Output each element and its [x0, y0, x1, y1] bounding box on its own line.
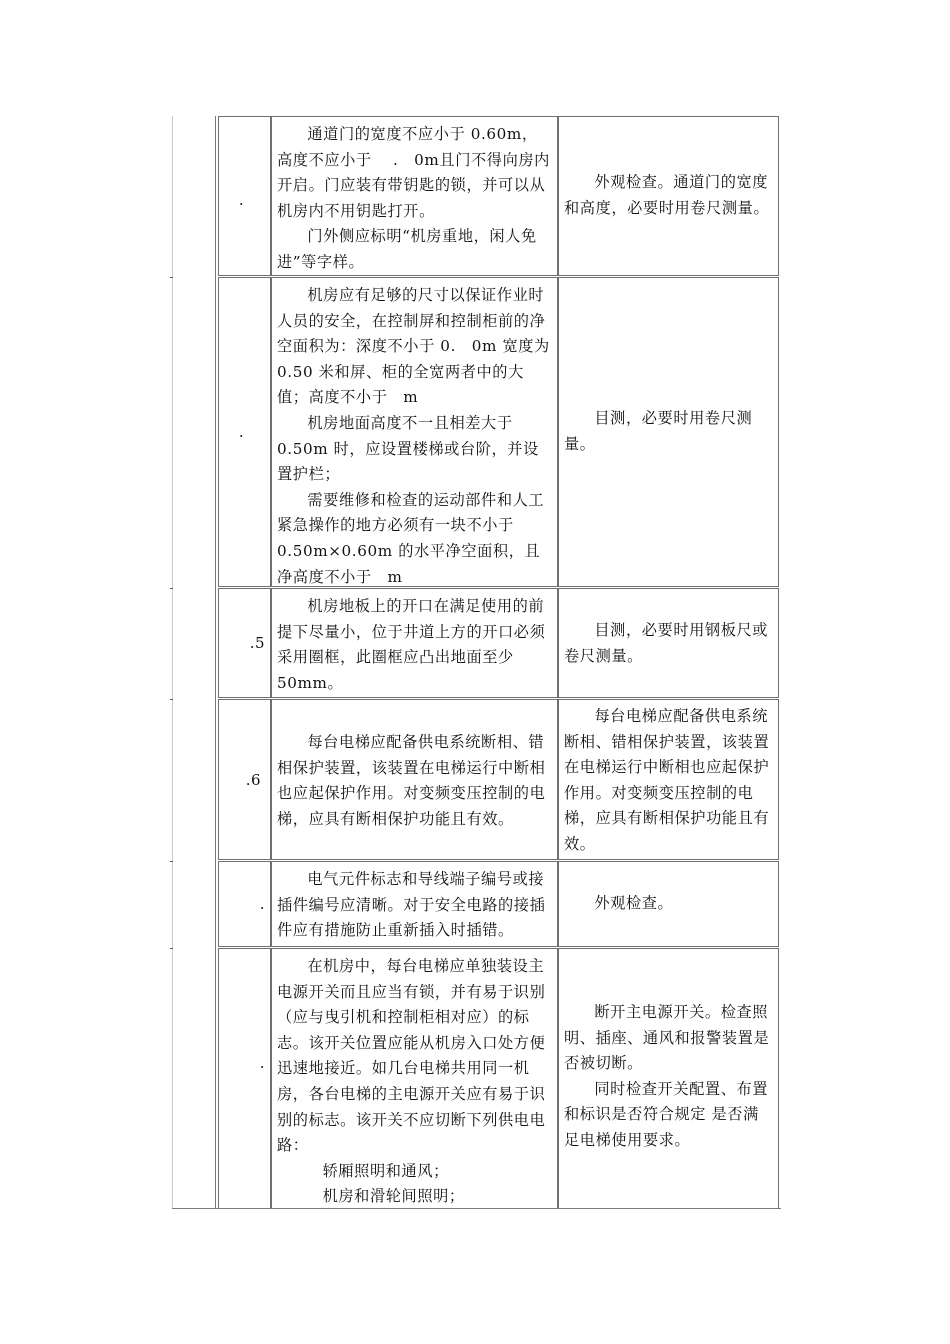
row-6-requirement-p3: 机房和滑轮间照明；	[322, 1187, 465, 1206]
left-tick	[170, 699, 173, 700]
row-2-method-p1: 目测，必要时用卷尺测量。	[564, 409, 753, 453]
row-6-number: .	[259, 1054, 265, 1072]
row-6-requirement	[271, 948, 558, 1208]
row-4-method	[558, 699, 779, 860]
row-1-method-p1: 外观检查。通道门的宽度和高度，必要时用卷尺测量。	[564, 173, 770, 217]
row-6-requirement-p2: 轿厢照明和通风；	[322, 1161, 449, 1180]
row-6-method	[558, 948, 779, 1208]
row-4-number: .6	[245, 770, 261, 789]
row-2-requirement-p2: 机房地面高度不一且相差大于0.50m 时，应设置楼梯或台阶，并设置护栏；	[277, 413, 539, 484]
row-5-method-p1: 外观检查。	[594, 894, 674, 913]
row-1-method	[558, 116, 779, 276]
row-3-number: .5	[249, 634, 265, 652]
row-1-number: .	[238, 191, 245, 209]
left-tick	[170, 277, 173, 278]
row-6-requirement-p1: 在机房中，每台电梯应单独装设主电源开关而且应当有锁，并有易于识别（应与曳引机和控制柜相对应）的标志。该开关位置应能从机房入口处方便迅速地接近。如几台电梯共用同一机房，各台电梯的主电源开关应有易于识别的标志。该开关不应切断下列供电电路：	[277, 957, 546, 1155]
row-1-requirement-p1: 通道门的宽度不应小于 0.60m，高度不应小于 . 0m且门不得向房内开启。门应装有带钥匙的锁，并可以从机房内不用钥匙打开。	[277, 125, 550, 220]
row-3-method	[558, 588, 779, 698]
row-3-requirement	[271, 588, 558, 698]
row-3-method-p1: 目测，必要时用钢板尺或卷尺测量。	[564, 621, 769, 665]
row-6-method-p1: 断开主电源开关。检查照明、插座、通风和报警装置是否被切断。	[564, 1003, 770, 1073]
row-5-number: .	[259, 895, 265, 913]
left-margin-line	[172, 116, 173, 1209]
table-column-rule	[215, 116, 216, 1209]
row-4-requirement	[271, 699, 558, 860]
row-5-requirement	[271, 861, 558, 947]
left-tick	[170, 948, 173, 949]
left-tick	[170, 861, 173, 862]
row-4-requirement-p1: 每台电梯应配备供电系统断相、错相保护装置，该装置在电梯运行中断相也应起保护作用。对变频变压控制的电梯，应具有断相保护功能且有效。	[277, 733, 546, 828]
row-2-requirement-p1: 机房应有足够的尺寸以保证作业时人员的安全，在控制屏和控制柜前的净空面积为：深度不小于 0. 0m 宽度为 0.50 米和屏、柜的全宽两者中的大值；高度不小于 m	[277, 286, 550, 407]
row-5-method	[558, 861, 779, 947]
row-4-method-p1: 每台电梯应配备供电系统断相、错相保护装置，该装置在电梯运行中断相也应起保护作用。对变频变压控制的电梯，应具有断相保护功能且有效。	[564, 707, 770, 853]
row-2-requirement-p3: 需要维修和检查的运动部件和人工紧急操作的地方必须有一块不小于0.50m×0.60m 的水平净空面积，且净高度不小于 m	[277, 490, 545, 586]
left-tick	[170, 588, 173, 589]
table-bottom-rule	[172, 1208, 781, 1209]
row-6-method-p2: 同时检查开关配置、布置和标识是否符合规定 是否满足电梯使用要求。	[564, 1079, 769, 1149]
row-2-number: .	[238, 423, 245, 441]
row-2-requirement	[271, 277, 558, 587]
row-1-requirement	[271, 116, 558, 276]
row-5-requirement-p1: 电气元件标志和导线端子编号或接插件编号应清晰。对于安全电路的接插件应有措施防止重新插入时插错。	[277, 870, 546, 940]
row-3-requirement-p1: 机房地板上的开口在满足使用的前提下尽量小，位于井道上方的开口必须采用圈框，此圈框应凸出地面至少50mm。	[277, 597, 546, 692]
row-1-requirement-p2: 门外侧应标明“机房重地，闲人免进”等字样。	[277, 227, 537, 271]
row-2-method	[558, 277, 779, 587]
